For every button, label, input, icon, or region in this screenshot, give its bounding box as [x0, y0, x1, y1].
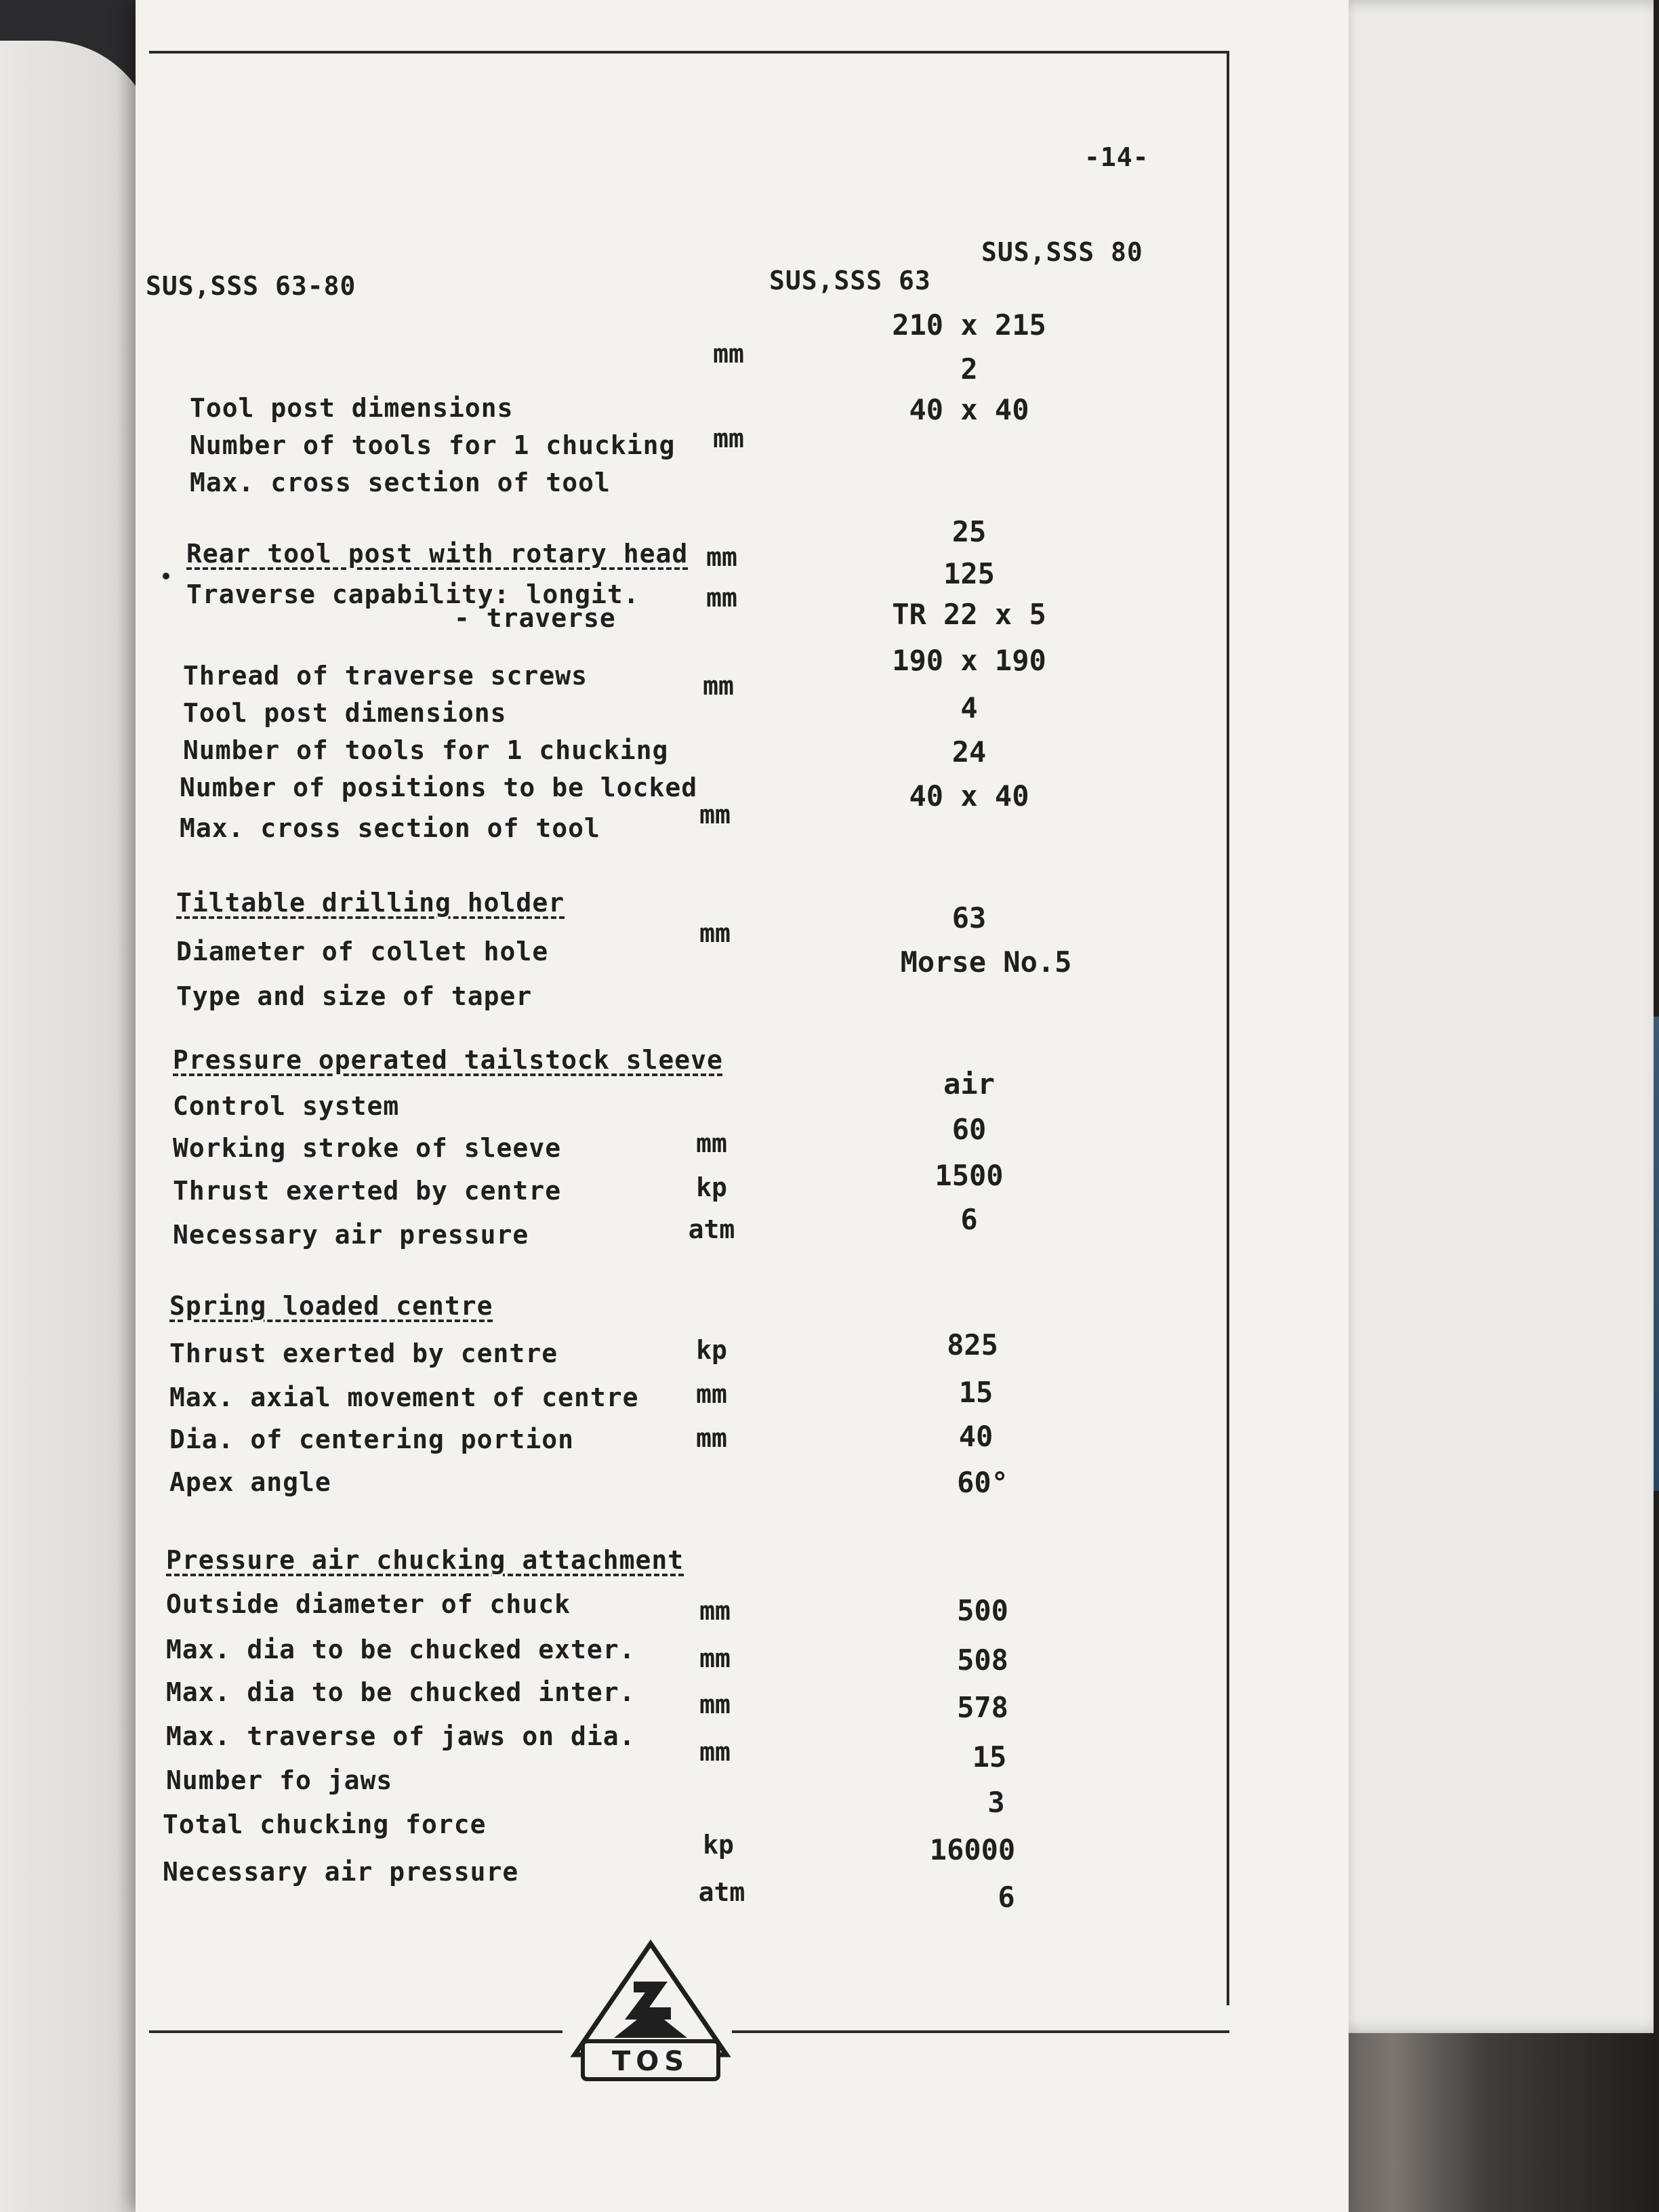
row-value: 508 [957, 1643, 1008, 1677]
bullet [163, 573, 169, 579]
row-label: Diameter of collet hole [176, 937, 549, 966]
row-label: Max. dia to be chucked exter. [166, 1635, 636, 1664]
row-label: Dia. of centering portion [169, 1425, 574, 1454]
row-label: - traverse [454, 603, 616, 633]
row-label: Working stroke of sleeve [173, 1133, 562, 1163]
row-unit: mm [713, 424, 744, 453]
row-value: 40 x 40 [909, 393, 1029, 426]
row-label: Max. cross section of tool [180, 813, 600, 843]
row-label: Max. cross section of tool [190, 468, 611, 497]
row-unit: mm [699, 1689, 731, 1719]
row-label: Tool post dimensions [183, 698, 507, 728]
row-unit: mm [699, 1596, 731, 1626]
row-unit: mm [696, 1379, 727, 1409]
row-value: 15 [972, 1740, 1007, 1774]
row-value: 1500 [935, 1159, 1004, 1192]
row-label: Control system [173, 1091, 400, 1121]
header-left: SUS,SSS 63-80 [146, 271, 356, 301]
row-value: 190 x 190 [892, 644, 1046, 677]
row-value: 6 [960, 1203, 978, 1236]
frame-bottom-left [149, 2030, 562, 2033]
row-unit: mm [703, 671, 734, 701]
row-unit: mm [699, 800, 731, 830]
document-page [136, 0, 1349, 2212]
row-label: Number fo jaws [166, 1765, 393, 1795]
row-value: 500 [957, 1594, 1008, 1627]
row-label: Apex angle [169, 1467, 331, 1497]
row-unit: kp [696, 1335, 727, 1365]
row-value: 60° [957, 1466, 1008, 1499]
row-unit: kp [703, 1830, 734, 1860]
row-unit: mm [706, 583, 737, 613]
section-title: Rear tool post with rotary head [186, 539, 689, 569]
row-label: Necessary air pressure [173, 1220, 529, 1250]
row-unit: mm [713, 339, 744, 369]
row-value: 825 [947, 1328, 998, 1361]
tos-logo [569, 1940, 732, 2082]
row-unit: kp [696, 1172, 727, 1202]
row-label: Tool post dimensions [190, 393, 514, 423]
section-title: Tiltable drilling holder [176, 888, 565, 918]
row-label: Type and size of taper [176, 981, 533, 1011]
col-header-63: SUS,SSS 63 [769, 266, 931, 295]
row-label: Max. axial movement of centre [169, 1382, 639, 1412]
row-label: Max. dia to be chucked inter. [166, 1677, 636, 1707]
row-value: 125 [943, 557, 995, 590]
row-label: Max. traverse of jaws on dia. [166, 1721, 636, 1751]
row-label: Total chucking force [163, 1809, 487, 1839]
section-title: Pressure operated tailstock sleeve [173, 1045, 723, 1075]
row-label: Necessary air pressure [163, 1857, 519, 1887]
row-unit: mm [696, 1423, 727, 1453]
row-value: 25 [951, 515, 987, 548]
row-value: 15 [958, 1376, 994, 1409]
row-unit: mm [699, 1643, 731, 1673]
row-label: Number of tools for 1 chucking [183, 735, 669, 765]
section-title: Pressure air chucking attachment [166, 1545, 684, 1575]
row-unit: mm [699, 1737, 731, 1767]
row-label: Thread of traverse screws [183, 661, 588, 691]
col-header-80: SUS,SSS 80 [981, 237, 1143, 267]
row-unit: mm [699, 918, 731, 948]
row-unit: atm [688, 1214, 735, 1244]
row-value: 4 [960, 691, 978, 724]
row-value: 40 x 40 [909, 779, 1029, 813]
row-label: Number of tools for 1 chucking [190, 430, 676, 460]
row-value: Morse No.5 [900, 945, 1072, 979]
row-label: Thrust exerted by centre [173, 1176, 562, 1206]
row-value: TR 22 x 5 [892, 598, 1046, 631]
row-value: 60 [951, 1113, 987, 1146]
frame-bottom-right [732, 2030, 1229, 2033]
row-value: 16000 [929, 1833, 1016, 1866]
row-label: Outside diameter of chuck [166, 1589, 571, 1619]
row-label: Thrust exerted by centre [169, 1338, 558, 1368]
row-unit: mm [706, 542, 737, 572]
row-label: Traverse capability: longit. [186, 579, 640, 609]
row-value: air [943, 1067, 995, 1101]
row-value: 3 [987, 1786, 1005, 1819]
row-unit: atm [698, 1877, 745, 1907]
row-value: 24 [951, 735, 987, 769]
left-page [0, 41, 156, 2212]
row-value: 6 [998, 1881, 1015, 1914]
page-number: -14- [1084, 142, 1149, 172]
section-title: Spring loaded centre [169, 1291, 493, 1321]
row-value: 210 x 215 [892, 308, 1046, 342]
row-value: 63 [951, 901, 987, 935]
logo-text: TOS [611, 2046, 690, 2077]
row-label: Number of positions to be locked [180, 773, 698, 802]
row-value: 578 [957, 1691, 1008, 1724]
row-unit: mm [696, 1128, 727, 1158]
row-value: 2 [960, 352, 978, 386]
row-value: 40 [958, 1420, 994, 1453]
